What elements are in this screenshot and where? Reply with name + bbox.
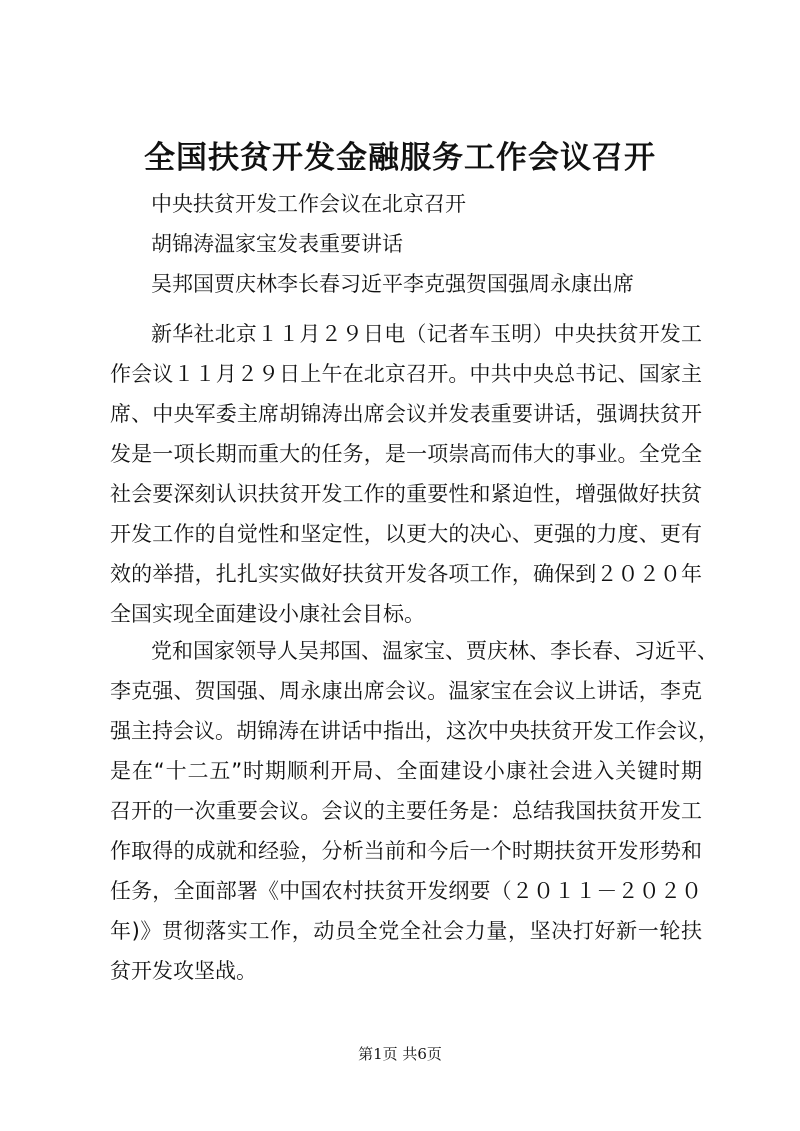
paragraph-line: 开发工作的自觉性和坚定性，以更大的决心、更强的力度、更有	[110, 522, 702, 546]
paragraph-line: 全国实现全面建设小康社会目标。	[110, 602, 425, 626]
paragraph-line: 作取得的成就和经验，分析当前和今后一个时期扶贫开发形势和	[110, 839, 702, 863]
subtitle-3: 吴邦国贾庆林李长春习近平李克强贺国强周永康出席	[151, 272, 634, 296]
paragraph-line: 席、中央军委主席胡锦涛出席会议并发表重要讲话，强调扶贫开	[110, 402, 702, 426]
paragraph-2	[110, 631, 719, 991]
paragraph-line: 作会议１１月２９日上午在北京召开。中共中央总书记、国家主	[110, 362, 702, 386]
paragraph-line: 任务，全面部署《中国农村扶贫开发纲要（２０１１－２０２０	[110, 879, 702, 903]
paragraph-line: 效的举措，扎扎实实做好扶贫开发各项工作，确保到２０２０年	[110, 562, 702, 586]
paragraph-line: 贫开发攻坚战。	[110, 959, 257, 983]
paragraph-line: 新华社北京１１月２９日电（记者车玉明）中央扶贫开发工	[151, 322, 702, 346]
paragraph-1	[110, 314, 702, 634]
document-title: 全国扶贫开发金融服务工作会议召开	[144, 140, 656, 176]
paragraph-line: 李克强、贺国强、周永康出席会议。温家宝在会议上讲话，李克	[110, 679, 702, 703]
subtitle-1: 中央扶贫开发工作会议在北京召开	[151, 192, 466, 216]
page-footer: 第1页 共6页	[358, 1045, 442, 1063]
paragraph-line: 社会要深刻认识扶贫开发工作的重要性和紧迫性，增强做好扶贫	[110, 482, 702, 506]
paragraph-line: 召开的一次重要会议。会议的主要任务是：总结我国扶贫开发工	[110, 799, 702, 823]
paragraph-line: 强主持会议。胡锦涛在讲话中指出，这次中央扶贫开发工作会议，	[110, 719, 719, 743]
paragraph-line: 是在“十二五”时期顺利开局、全面建设小康社会进入关键时期	[110, 759, 702, 783]
subtitle-2: 胡锦涛温家宝发表重要讲话	[151, 232, 403, 256]
paragraph-line: 发是一项长期而重大的任务，是一项崇高而伟大的事业。全党全	[110, 442, 702, 466]
paragraph-line: 年)》贯彻落实工作，动员全党全社会力量，坚决打好新一轮扶	[110, 919, 702, 943]
paragraph-line: 党和国家领导人吴邦国、温家宝、贾庆林、李长春、习近平、	[151, 639, 718, 663]
